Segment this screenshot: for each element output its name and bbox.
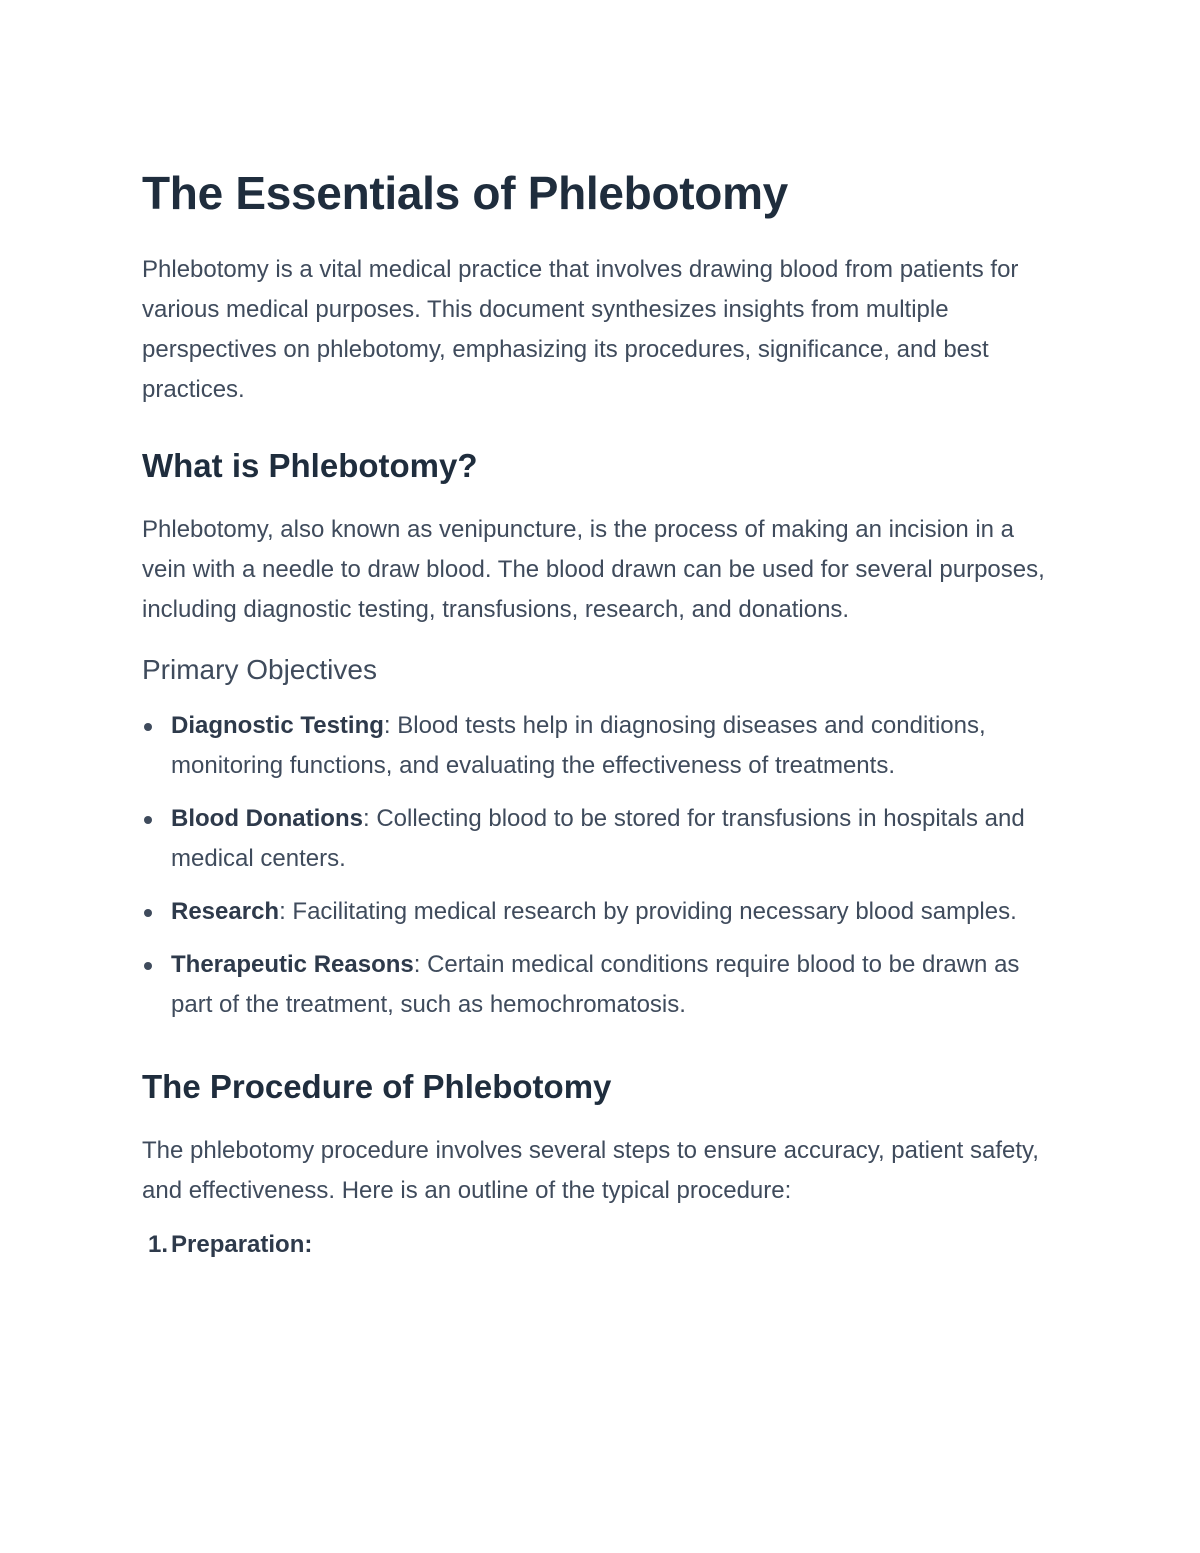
list-item	[142, 706, 1062, 786]
bullet-icon	[144, 909, 152, 917]
item-term: Therapeutic Reasons	[171, 951, 414, 978]
item-term: Blood Donations	[171, 805, 363, 832]
subheading-primary-objectives: Primary Objectives	[142, 654, 377, 685]
what-is-paragraph: Phlebotomy, also known as venipuncture, is the process of making an incision in a vein with a needle to draw blood. The blood drawn can be used for several purposes, including diagnostic testing, transfusions, research, and donations.	[142, 516, 1045, 623]
list-item	[142, 892, 1062, 932]
bullet-icon	[144, 816, 152, 824]
procedure-paragraph: The phlebotomy procedure involves several steps to ensure accuracy, patient safety, and effectiveness. Here is an outline of the typical procedure:	[142, 1137, 1039, 1204]
document-title: The Essentials of Phlebotomy	[142, 167, 788, 219]
step-label: Preparation:	[171, 1231, 313, 1258]
objectives-list	[142, 706, 1062, 1025]
list-item	[142, 945, 1062, 1025]
step-item	[142, 1225, 1062, 1265]
item-text: : Blood tests help in diagnosing diseases and conditions, monitoring functions, and evaluating the effectiveness of treatments.	[171, 712, 986, 779]
list-item	[142, 799, 1062, 879]
document-page	[142, 160, 1062, 1265]
item-text: : Collecting blood to be stored for transfusions in hospitals and medical centers.	[171, 805, 1025, 872]
section-heading-procedure: The Procedure of Phlebotomy	[142, 1068, 612, 1105]
step-number: 1.	[148, 1231, 169, 1258]
procedure-steps-list	[142, 1225, 1062, 1265]
item-term: Diagnostic Testing	[171, 712, 384, 739]
intro-paragraph: Phlebotomy is a vital medical practice that involves drawing blood from patients for various medical purposes. This document synthesizes insights from multiple perspectives on phlebotomy, emphasizing its procedures, significance, and best practices.	[142, 256, 1019, 403]
item-term: Research	[171, 898, 280, 925]
bullet-icon	[144, 962, 152, 970]
item-text: : Certain medical conditions require blood to be drawn as part of the treatment, such as hemochromatosis.	[171, 951, 1020, 1018]
section-heading-what-is: What is Phlebotomy?	[142, 447, 478, 484]
bullet-icon	[144, 723, 152, 731]
item-text: : Facilitating medical research by providing necessary blood samples.	[279, 898, 1017, 925]
